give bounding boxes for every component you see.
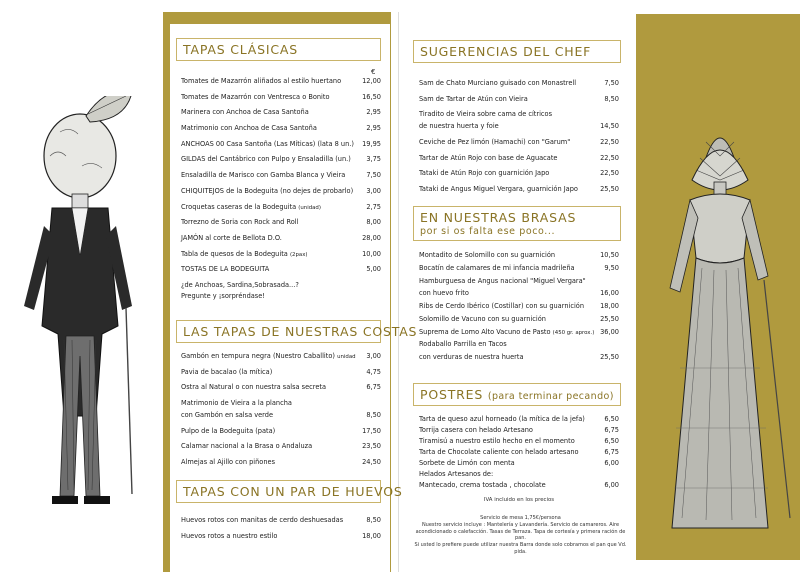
menu-item: Tomates de Mazarrón aliñados al estilo huertano 12,00 <box>181 77 381 85</box>
iva-note: IVA incluido en los precios <box>483 497 555 503</box>
postres-subtitle: (para terminar pecando) <box>487 391 614 402</box>
menu-item: Tabla de quesos de la Bodeguita (2pax) 10,00 <box>181 249 381 258</box>
menu-item: Croquetas caseras de la Bodeguita (unidad) 2,75 <box>181 202 381 211</box>
menu-item: Ribs de Cerdo Ibérico (Costillar) con su guarnición 18,00 <box>419 302 619 310</box>
menu-item: Sam de Chato Murciano guisado con Monastrell 7,50 <box>419 79 619 87</box>
lemon-head-gentleman-illustration <box>0 96 160 536</box>
currency-symbol: € <box>371 68 376 76</box>
menu-item: de nuestra huerta y foie 14,50 <box>419 122 619 131</box>
tapas-costas-title: LAS TAPAS DE NUESTRAS COSTAS <box>183 324 418 339</box>
menu-item: Tataki de Angus Miguel Vergara, guarnición Japo 25,50 <box>419 185 619 194</box>
tapas-clasicas-title: TAPAS CLÁSICAS <box>183 42 298 57</box>
menu-item: Mantecado, crema tostada , chocolate 6,00 <box>419 481 619 489</box>
menu-item: Ostra al Natural o con nuestra salsa secreta 6,75 <box>181 383 381 392</box>
section-title-postres <box>413 383 621 406</box>
menu-item: Montadito de Solomillo con su guarnición 10,50 <box>419 251 619 259</box>
section-title-tapas-costas <box>176 320 418 343</box>
service-footnote: Servicio de mesa 1,75€/persona Nuestro servicio incluye : Mantelería y Lavandería. Servicio de camareros. Aire acondicionado o calefacción. Tasas de Terraza. Tapa de cortesía y primera ración de pan. Si usted lo prefiere puede utilizar nuestra Barra donde solo cobramos el pan que Vd. pida. <box>414 515 627 555</box>
brasas-list <box>419 252 619 367</box>
menu-item: Sorbete de Limón con menta 6,00 <box>419 459 619 467</box>
menu-item-detail: ¿de Anchoas, Sardina,Sobrasada...? <box>181 280 299 289</box>
menu-item: CHIQUITEJOS de la Bodeguita (no dejes de probarlo) 3,00 <box>181 186 381 195</box>
menu-item: Solomillo de Vacuno con su guarnición 25,50 <box>419 315 619 323</box>
menu-item: JAMÓN al corte de Bellota D.O. 28,00 <box>181 233 381 242</box>
menu-item: Rodaballo Parrilla en Tacos <box>419 340 507 348</box>
menu-item: Torrezno de Soria con Rock and Roll 8,00 <box>181 218 381 227</box>
menu-item: ANCHOAS 00 Casa Santoña (Las Míticas) (lata 8 un.) 19,95 <box>181 139 381 148</box>
tapas-clasicas-list <box>181 78 381 304</box>
menu-item: Tiradito de Vieira sobre cama de cítricos <box>419 110 553 119</box>
menu-item: Helados Artesanos de: <box>419 470 494 478</box>
menu-item: Gambón en tempura negra (Nuestro Caballito) unidad 3,00 <box>181 352 381 360</box>
section-title-tapas-huevos <box>176 480 403 503</box>
menu-item: Hamburguesa de Angus nacional "Miguel Vergara" <box>419 277 586 285</box>
menu-item: Tarta de queso azul horneado (la mítica de la jefa) 6,50 <box>419 415 619 423</box>
menu-item: Tartar de Atún Rojo con base de Aguacate 22,50 <box>419 153 619 162</box>
menu-item: Pulpo de la Bodeguita (pata) 17,50 <box>181 426 381 435</box>
menu-item: Suprema de Lomo Alto Vacuno de Pasto (450 gr. aprox.) 36,00 <box>419 328 619 336</box>
menu-item: GILDAS del Cantábrico con Pulpo y Ensaladilla (un.) 3,75 <box>181 155 381 164</box>
menu-item: Tomates de Mazarrón con Ventresca o Bonito 16,50 <box>181 92 381 101</box>
menu-item: Huevos rotos con manitas de cerdo deshuesadas 8,50 <box>181 516 381 524</box>
brasas-title: EN NUESTRAS BRASAS <box>420 210 577 225</box>
menu-item: con verduras de nuestra huerta 25,50 <box>419 353 619 361</box>
menu-item: Matrimonio con Anchoa de Casa Santoña 2,95 <box>181 124 381 133</box>
menu-item: Pavia de bacalao (la mítica) 4,75 <box>181 367 381 376</box>
menu-item: Calamar nacional a la Brasa o Andaluza 23,50 <box>181 442 381 451</box>
artichoke-head-lady-illustration <box>640 108 798 548</box>
brasas-subtitle: por si os falta ese poco... <box>420 226 556 237</box>
menu-item: con huevo frito 16,00 <box>419 289 619 297</box>
menu-item: Tataki de Atún Rojo con guarnición Japo 22,50 <box>419 169 619 178</box>
postres-title: POSTRES <box>420 387 484 402</box>
menu-item: Huevos rotos a nuestro estilo 18,00 <box>181 531 381 540</box>
postres-list <box>419 416 619 493</box>
menu-item: TOSTAS DE LA BODEGUITA 5,00 <box>181 265 381 274</box>
menu-item: Sam de Tartar de Atún con Vieira 8,50 <box>419 94 619 103</box>
menu-item: Ceviche de Pez limón (Hamachi) con "Garum" 22,50 <box>419 138 619 147</box>
menu-item: Matrimonio de Vieira a la plancha <box>181 399 292 408</box>
menu-item-detail: Pregunte y ¡sorpréndase! <box>181 291 265 300</box>
menu-item: Tarta de Chocolate caliente con helado artesano 6,75 <box>419 448 619 456</box>
menu-item: Almejas al Ajillo con piñones 24,50 <box>181 458 381 467</box>
menu-item: Tiramisú a nuestro estilo hecho en el momento 6,50 <box>419 437 619 445</box>
menu-item: Bocatín de calamares de mi infancia madrileña 9,50 <box>419 264 619 272</box>
menu-item: Ensaladilla de Marisco con Gamba Blanca y Vieira 7,50 <box>181 171 381 180</box>
menu-item: Marinera con Anchoa de Casa Santoña 2,95 <box>181 108 381 117</box>
section-title-brasas <box>413 206 621 241</box>
section-title-tapas-clasicas <box>176 38 381 61</box>
sugerencias-title: SUGERENCIAS DEL CHEF <box>420 44 592 59</box>
tapas-costas-list <box>181 353 381 475</box>
tapas-huevos-title: TAPAS CON UN PAR DE HUEVOS <box>183 484 403 499</box>
tapas-huevos-list <box>181 517 381 548</box>
menu-item: Torrija casera con helado Artesano 6,75 <box>419 426 619 434</box>
sugerencias-list <box>419 80 619 202</box>
section-title-sugerencias <box>413 40 621 63</box>
menu-item: con Gambón en salsa verde 8,50 <box>181 411 381 420</box>
